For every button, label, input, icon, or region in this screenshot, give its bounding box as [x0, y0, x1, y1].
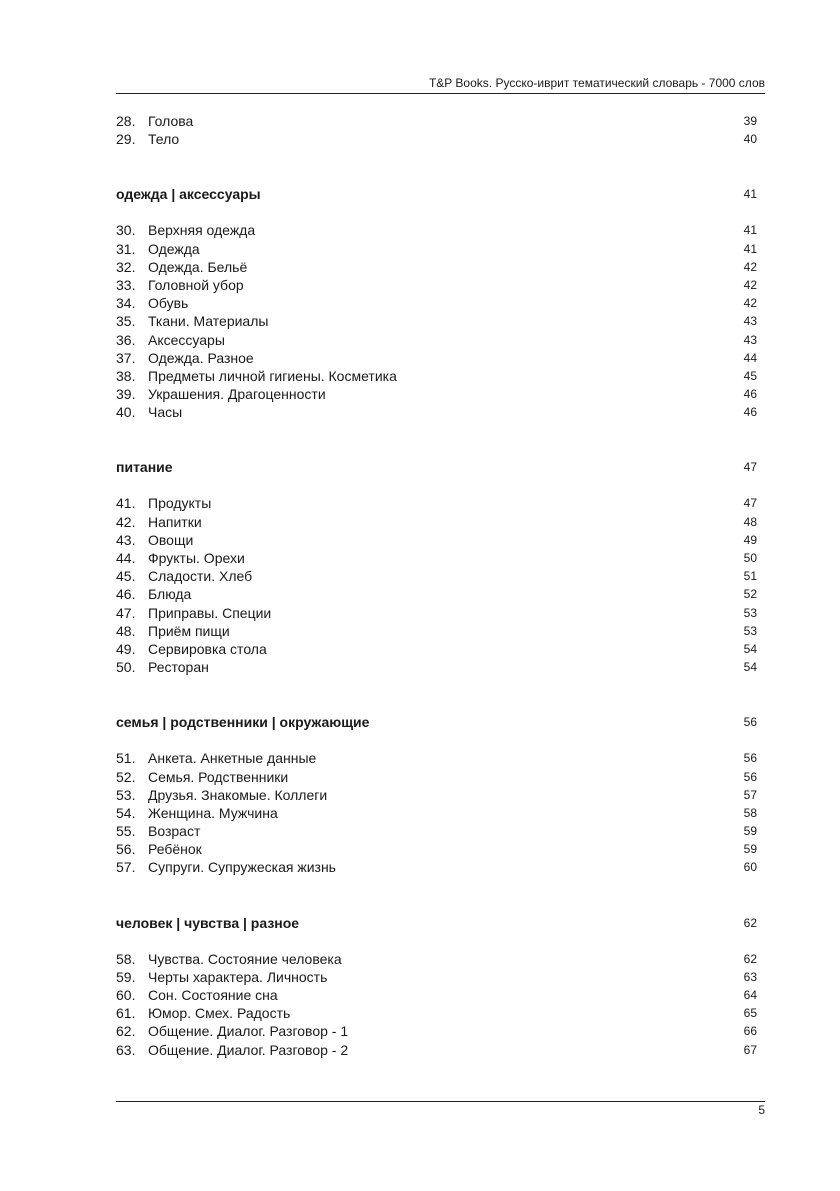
entry-title: Ребёнок — [148, 841, 202, 858]
entry-page: 57 — [743, 787, 757, 802]
entry-page: 58 — [743, 805, 757, 820]
toc-entry[interactable] — [116, 385, 757, 403]
section-heading[interactable] — [116, 185, 757, 203]
entry-number: 28. — [116, 113, 136, 129]
toc-entry[interactable] — [116, 822, 757, 840]
entry-page: 44 — [743, 350, 757, 365]
section-page: 56 — [743, 715, 757, 730]
entry-title: Головной убор — [148, 276, 244, 293]
toc-entry[interactable] — [116, 768, 757, 786]
entry-title: Юмор. Смех. Радость — [148, 1005, 291, 1022]
entry-title: Фрукты. Орехи — [148, 550, 245, 566]
entry-page: 43 — [743, 314, 757, 329]
entry-page: 42 — [743, 277, 757, 292]
entry-page: 56 — [743, 769, 757, 784]
entry-title: Сладости. Хлеб — [148, 568, 253, 585]
entry-page: 51 — [743, 569, 757, 584]
entry-number: 63. — [116, 1041, 136, 1058]
entry-number: 39. — [116, 386, 136, 403]
toc-entry[interactable] — [116, 804, 757, 822]
running-header: T&P Books. Русско-иврит тематический словарь - 7000 слов — [428, 76, 765, 90]
entry-page: 60 — [743, 860, 757, 875]
entry-number: 49. — [116, 640, 136, 657]
entry-title: Тело — [148, 131, 180, 148]
entry-title: Сервировка стола — [148, 640, 267, 657]
entry-page: 67 — [743, 1042, 757, 1057]
entry-title: Аксессуары — [148, 331, 225, 348]
entry-page: 50 — [743, 551, 757, 565]
toc-entry[interactable] — [116, 986, 757, 1004]
entry-page: 54 — [743, 660, 757, 675]
entry-number: 36. — [116, 331, 136, 348]
section-title: семья | родственники | окружающие — [116, 714, 370, 731]
entry-title: Ткани. Материалы — [148, 313, 269, 330]
section-heading[interactable] — [116, 713, 757, 731]
section-title: питание — [116, 459, 173, 476]
toc-entry[interactable] — [116, 367, 757, 385]
entry-number: 53. — [116, 786, 136, 803]
entry-number: 45. — [116, 568, 136, 585]
table-of-contents — [116, 112, 757, 1059]
section-page: 62 — [743, 915, 757, 930]
toc-entry[interactable] — [116, 312, 757, 330]
entry-page: 40 — [743, 132, 757, 147]
toc-entry[interactable] — [116, 494, 757, 512]
entry-page: 47 — [743, 496, 757, 511]
entry-page: 59 — [743, 824, 757, 839]
entry-number: 60. — [116, 987, 136, 1003]
toc-entry[interactable] — [116, 749, 757, 767]
entry-page: 53 — [743, 605, 757, 620]
entry-number: 46. — [116, 586, 136, 603]
entry-title: Черты характера. Личность — [148, 968, 328, 985]
toc-entry[interactable] — [116, 585, 757, 603]
toc-entry[interactable] — [116, 622, 757, 640]
section-heading[interactable] — [116, 914, 757, 932]
section-page: 47 — [743, 460, 757, 475]
entry-number: 47. — [116, 604, 136, 621]
entry-page: 43 — [743, 332, 757, 347]
toc-entry[interactable] — [116, 840, 757, 858]
entry-title: Напитки — [148, 513, 202, 530]
toc-entry[interactable] — [116, 968, 757, 986]
toc-entry[interactable] — [116, 640, 757, 658]
entry-title: Ресторан — [148, 659, 209, 676]
section-title: человек | чувства | разное — [116, 914, 300, 931]
entry-page: 62 — [743, 951, 757, 966]
entry-number: 42. — [116, 513, 136, 530]
entry-number: 57. — [116, 859, 136, 876]
entry-number: 34. — [116, 295, 136, 312]
entry-page: 54 — [743, 641, 757, 656]
entry-page: 42 — [743, 259, 757, 274]
entry-number: 31. — [116, 240, 136, 257]
toc-entry[interactable] — [116, 950, 757, 968]
entry-number: 44. — [116, 550, 136, 566]
entry-page: 56 — [743, 751, 757, 766]
entry-title: Верхняя одежда — [148, 222, 256, 239]
entry-title: Друзья. Знакомые. Коллеги — [148, 786, 328, 803]
entry-title: Сон. Состояние сна — [148, 987, 278, 1003]
entry-number: 51. — [116, 750, 136, 767]
entry-title: Чувства. Состояние человека — [148, 950, 342, 967]
entry-number: 55. — [116, 823, 136, 840]
entry-page: 64 — [743, 988, 757, 1002]
entry-title: Одежда. Бельё — [148, 258, 248, 275]
section-title: одежда | аксессуары — [116, 186, 261, 203]
section-page: 41 — [743, 187, 757, 202]
entry-title: Семья. Родственники — [148, 768, 289, 785]
entry-number: 62. — [116, 1023, 136, 1040]
entry-page: 42 — [743, 296, 757, 311]
entry-page: 59 — [743, 842, 757, 857]
toc-entry[interactable] — [116, 858, 757, 876]
toc-entry[interactable] — [116, 531, 757, 549]
toc-entry[interactable] — [116, 1004, 757, 1022]
toc-entry[interactable] — [116, 349, 757, 367]
toc-entry[interactable] — [116, 1022, 757, 1040]
entry-number: 41. — [116, 495, 136, 512]
entry-title: Общение. Диалог. Разговор - 2 — [148, 1041, 349, 1058]
entry-page: 66 — [743, 1024, 757, 1039]
entry-title: Общение. Диалог. Разговор - 1 — [148, 1023, 349, 1040]
toc-entry[interactable] — [116, 658, 757, 676]
entry-number: 48. — [116, 622, 136, 639]
toc-entry[interactable] — [116, 258, 757, 276]
entry-title: Женщина. Мужчина — [148, 804, 278, 821]
entry-title: Часы — [148, 404, 183, 421]
entry-number: 50. — [116, 659, 136, 676]
toc-entry[interactable] — [116, 786, 757, 804]
entry-title: Приправы. Специи — [148, 604, 272, 621]
entry-number: 35. — [116, 313, 136, 330]
entry-page: 39 — [743, 114, 757, 128]
entry-number: 52. — [116, 768, 136, 785]
toc-entry[interactable] — [116, 221, 757, 239]
entry-page: 41 — [743, 223, 757, 238]
toc-entry[interactable] — [116, 130, 757, 148]
toc-entry[interactable] — [116, 240, 757, 258]
toc-entry[interactable] — [116, 513, 757, 531]
entry-page: 46 — [743, 387, 757, 402]
entry-title: Одежда. Разное — [148, 349, 254, 366]
entry-title: Анкета. Анкетные данные — [148, 750, 317, 767]
entry-title: Обувь — [148, 295, 189, 312]
entry-title: Приём пищи — [148, 622, 230, 639]
entry-page: 45 — [743, 368, 757, 383]
entry-number: 43. — [116, 531, 136, 548]
entry-title: Голова — [148, 113, 194, 129]
entry-page: 48 — [743, 514, 757, 529]
entry-title: Предметы личной гигиены. Косметика — [148, 367, 397, 384]
footer-rule — [116, 1101, 765, 1102]
entry-page: 41 — [743, 241, 757, 256]
entry-page: 53 — [743, 623, 757, 638]
section-heading[interactable] — [116, 458, 757, 476]
entry-page: 49 — [743, 532, 757, 547]
entry-number: 54. — [116, 804, 136, 821]
entry-number: 61. — [116, 1005, 136, 1022]
entry-page: 65 — [743, 1006, 757, 1021]
entry-number: 32. — [116, 258, 136, 275]
entry-title: Блюда — [148, 586, 192, 603]
entry-number: 58. — [116, 950, 136, 967]
entry-number: 33. — [116, 276, 136, 293]
toc-entry[interactable] — [116, 549, 757, 567]
toc-entry[interactable] — [116, 294, 757, 312]
header-rule — [116, 93, 765, 94]
entry-page: 63 — [743, 969, 757, 984]
entry-number: 38. — [116, 367, 136, 384]
entry-number: 56. — [116, 841, 136, 858]
entry-number: 59. — [116, 968, 136, 985]
toc-entry[interactable] — [116, 1041, 757, 1059]
toc-entry[interactable] — [116, 567, 757, 585]
entry-number: 30. — [116, 222, 136, 239]
toc-entry[interactable] — [116, 331, 757, 349]
entry-number: 37. — [116, 349, 136, 366]
entry-title: Возраст — [148, 823, 201, 840]
entry-page: 46 — [743, 405, 757, 420]
entry-number: 29. — [116, 131, 136, 148]
toc-entry[interactable] — [116, 403, 757, 421]
entry-number: 40. — [116, 404, 136, 421]
toc-entry[interactable] — [116, 112, 757, 130]
toc-entry[interactable] — [116, 604, 757, 622]
entry-title: Продукты — [148, 495, 212, 512]
page-number: 5 — [758, 1103, 765, 1117]
entry-title: Украшения. Драгоценности — [148, 386, 326, 403]
entry-title: Одежда — [148, 240, 200, 257]
entry-page: 52 — [743, 587, 757, 602]
toc-entry[interactable] — [116, 276, 757, 294]
entry-title: Овощи — [148, 531, 194, 548]
entry-title: Супруги. Супружеская жизнь — [148, 859, 336, 876]
